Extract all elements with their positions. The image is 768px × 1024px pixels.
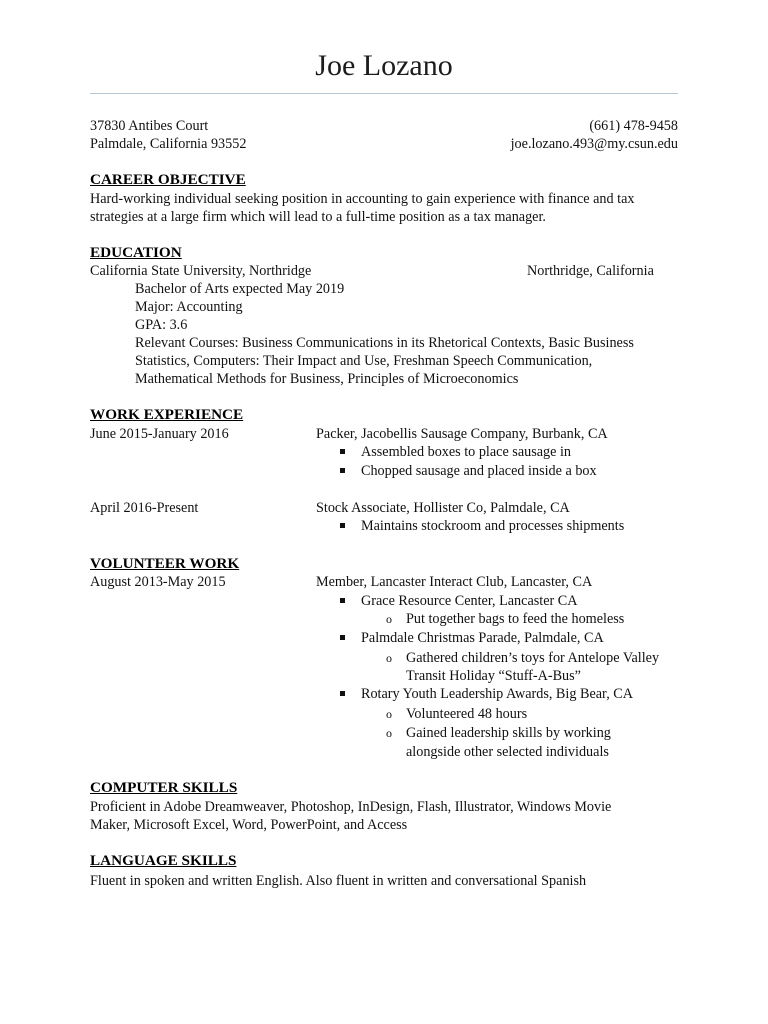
address-street: 37830 Antibes Court bbox=[90, 118, 209, 134]
job-title: Stock Associate, Hollister Co, Palmdale, CA bbox=[316, 500, 570, 516]
education-heading: EDUCATION bbox=[90, 244, 182, 261]
job-dates: April 2016-Present bbox=[90, 500, 199, 516]
bullet-circle-icon: o bbox=[386, 651, 392, 665]
header-divider bbox=[90, 93, 678, 94]
phone-number: (661) 478-9458 bbox=[589, 118, 678, 134]
bullet-square-icon bbox=[340, 449, 345, 454]
gpa: GPA: 3.6 bbox=[135, 317, 188, 333]
volunteer-item: Grace Resource Center, Lancaster CA bbox=[361, 593, 578, 609]
volunteer-subitem: Gathered children’s toys for Antelope Valley bbox=[406, 650, 660, 666]
bullet-square-icon bbox=[340, 523, 345, 528]
volunteer-item: Palmdale Christmas Parade, Palmdale, CA bbox=[361, 630, 604, 646]
computer-line: Proficient in Adobe Dreamweaver, Photoshop, InDesign, Flash, Illustrator, Windows Movie bbox=[90, 799, 612, 815]
courses-line: Relevant Courses: Business Communications in its Rhetorical Contexts, Basic Business bbox=[135, 335, 634, 351]
address-city: Palmdale, California 93552 bbox=[90, 136, 247, 152]
bullet-square-icon bbox=[340, 635, 345, 640]
email-address: joe.lozano.493@my.csun.edu bbox=[510, 136, 678, 152]
job-dates: June 2015-January 2016 bbox=[90, 426, 229, 442]
bullet-circle-icon: o bbox=[386, 707, 392, 721]
resume-name: Joe Lozano bbox=[315, 49, 453, 82]
volunteer-subitem: Put together bags to feed the homeless bbox=[406, 611, 625, 627]
school-location: Northridge, California bbox=[527, 263, 654, 279]
work-heading: WORK EXPERIENCE bbox=[90, 406, 244, 423]
volunteer-subitem: alongside other selected individuals bbox=[406, 744, 609, 760]
job-bullet: Assembled boxes to place sausage in bbox=[361, 444, 571, 460]
bullet-square-icon bbox=[340, 468, 345, 473]
job-bullet: Chopped sausage and placed inside a box bbox=[361, 463, 597, 479]
volunteer-dates: August 2013-May 2015 bbox=[90, 574, 226, 590]
bullet-circle-icon: o bbox=[386, 612, 392, 626]
bullet-circle-icon: o bbox=[386, 726, 392, 740]
volunteer-subitem: Transit Holiday “Stuff-A-Bus” bbox=[406, 668, 581, 684]
job-title: Packer, Jacobellis Sausage Company, Burbank, CA bbox=[316, 426, 608, 442]
volunteer-item: Rotary Youth Leadership Awards, Big Bear, CA bbox=[361, 686, 633, 702]
language-line: Fluent in spoken and written English. Also fluent in written and conversational Spanish bbox=[90, 873, 587, 889]
computer-heading: COMPUTER SKILLS bbox=[90, 779, 238, 796]
bullet-square-icon bbox=[340, 598, 345, 603]
volunteer-title: Member, Lancaster Interact Club, Lancaster, CA bbox=[316, 574, 593, 590]
language-heading: LANGUAGE SKILLS bbox=[90, 852, 237, 869]
school-name: California State University, Northridge bbox=[90, 263, 312, 279]
computer-line: Maker, Microsoft Excel, Word, PowerPoint, and Access bbox=[90, 817, 408, 833]
bullet-square-icon bbox=[340, 691, 345, 696]
courses-line: Statistics, Computers: Their Impact and Use, Freshman Speech Communication, bbox=[135, 353, 593, 369]
objective-heading: CAREER OBJECTIVE bbox=[90, 171, 246, 188]
objective-line: strategies at a large firm which will lead to a full-time position as a tax manager. bbox=[90, 209, 546, 225]
volunteer-subitem: Gained leadership skills by working bbox=[406, 725, 611, 741]
courses-line: Mathematical Methods for Business, Principles of Microeconomics bbox=[135, 371, 519, 387]
volunteer-heading: VOLUNTEER WORK bbox=[90, 555, 240, 572]
major: Major: Accounting bbox=[135, 299, 243, 315]
job-bullet: Maintains stockroom and processes shipments bbox=[361, 518, 625, 534]
volunteer-subitem: Volunteered 48 hours bbox=[406, 706, 528, 722]
objective-line: Hard-working individual seeking position in accounting to gain experience with finance and tax bbox=[90, 191, 635, 207]
degree: Bachelor of Arts expected May 2019 bbox=[135, 281, 345, 297]
